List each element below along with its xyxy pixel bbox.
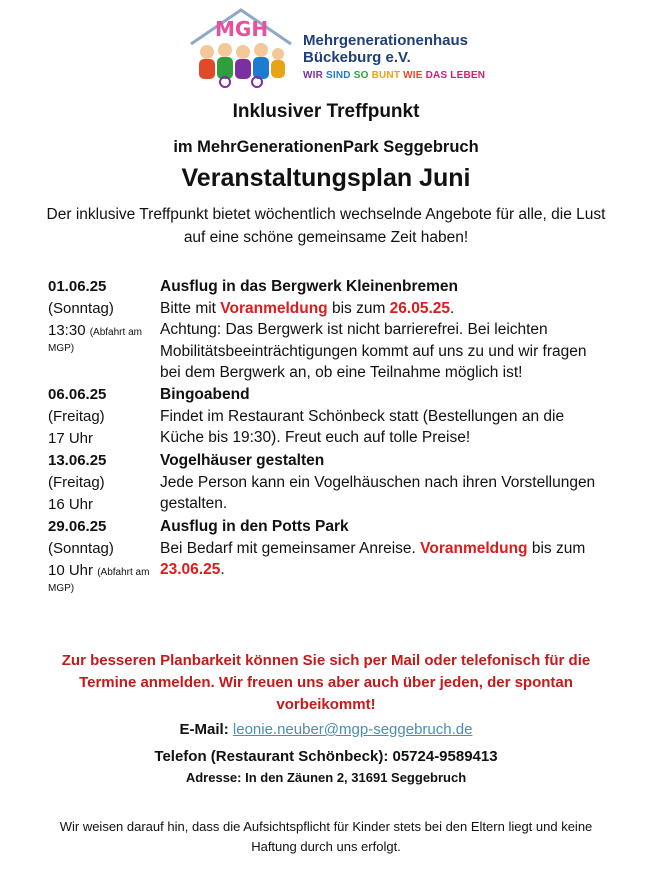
event-title: Vogelhäuser gestalten <box>160 451 325 469</box>
event-date: 06.06.25 <box>48 385 107 403</box>
event-details <box>160 384 608 450</box>
email-link[interactable]: leonie.neuber@mgp-seggebruch.de <box>232 721 473 738</box>
event-title: Ausflug in den Potts Park <box>160 517 349 535</box>
footer-disclaimer: Wir weisen darauf hin, dass die Aufsichtspflicht für Kinder stets bei den Eltern liegt und keine Haftung durch uns erfolgt. <box>59 819 593 854</box>
event-time: 10 Uhr <box>48 561 94 579</box>
event-when <box>48 384 160 450</box>
event-details <box>160 516 608 596</box>
event-row <box>48 516 608 596</box>
event-row <box>48 450 608 516</box>
event-schedule <box>48 276 608 596</box>
event-row <box>48 384 608 450</box>
org-name: Mehrgenerationenhaus Bückeburg e.V. <box>303 32 469 66</box>
event-weekday: (Freitag) <box>48 473 105 491</box>
event-description: Achtung: Das Bergwerk ist nicht barrierefrei. Bei leichten Mobilitätsbeeinträchtigungen kommt auf uns zu und wir fragen bei dem Bergwerk an, ob eine Teilnahme möglich ist! <box>160 321 587 382</box>
event-details <box>160 276 608 384</box>
event-time-block <box>48 561 160 596</box>
event-title: Bingoabend <box>160 385 250 403</box>
event-time: 17 Uhr <box>48 429 94 447</box>
event-date: 13.06.25 <box>48 451 107 469</box>
event-registration-line: Bitte mit Voranmeldung bis zum 26.05.25. <box>160 299 455 317</box>
event-time-note: (Abfahrt am MGP) <box>48 566 150 594</box>
event-description: Bei Bedarf mit gemeinsamer Anreise. Voranmeldung bis zum 23.06.25. <box>160 539 586 579</box>
event-time: 13:30 <box>48 322 86 339</box>
title-line-2: im MehrGenerationenPark Seggebruch <box>173 138 479 156</box>
event-weekday: (Freitag) <box>48 407 105 425</box>
event-weekday: (Sonntag) <box>48 539 114 557</box>
event-weekday: (Sonntag) <box>48 300 114 317</box>
event-details <box>160 450 608 516</box>
title-line-1: Inklusiver Treffpunkt <box>232 101 420 122</box>
event-when <box>48 516 160 596</box>
event-time-note: (Abfahrt am MGP) <box>48 327 142 354</box>
registration-note: Zur besseren Planbarkeit können Sie sich per Mail oder telefonisch für die Termine anmelden. Wir freuen uns aber auch über jeden, der spontan vorbeikommt! <box>61 652 591 713</box>
email-label: E-Mail: <box>179 721 233 738</box>
event-date: 01.06.25 <box>48 278 107 295</box>
page-title: Veranstaltungsplan Juni <box>181 164 471 192</box>
event-time: 16 Uhr <box>48 495 94 513</box>
event-title: Ausflug in das Bergwerk Kleinenbremen <box>160 278 459 295</box>
org-slogan: WIR SIND SO BUNT WIE DAS LEBEN <box>303 70 486 81</box>
contact-address: Adresse: In den Zäunen 2, 31691 Seggebruch <box>185 770 467 785</box>
org-logo <box>185 6 485 92</box>
event-description: Findet im Restaurant Schönbeck statt (Bestellungen an die Küche bis 19:30). Freut euch auf tolle Preise! <box>160 407 565 447</box>
contact-phone: Telefon (Restaurant Schönbeck): 05724-9589413 <box>154 748 498 765</box>
logo-letters: MGH <box>215 17 269 41</box>
event-time-block <box>48 324 160 356</box>
family-house-logo-icon <box>185 6 297 88</box>
event-date: 29.06.25 <box>48 517 107 535</box>
event-description: Jede Person kann ein Vogelhäuschen nach ihren Vorstellungen gestalten. <box>160 473 596 513</box>
event-when <box>48 276 160 384</box>
contact-email <box>0 721 652 738</box>
event-when <box>48 450 160 516</box>
intro-text: Der inklusive Treffpunkt bietet wöchentlich wechselnde Angebote für alle, die Lust auf eine schöne gemeinsame Zeit haben! <box>46 206 606 246</box>
event-row <box>48 276 608 384</box>
